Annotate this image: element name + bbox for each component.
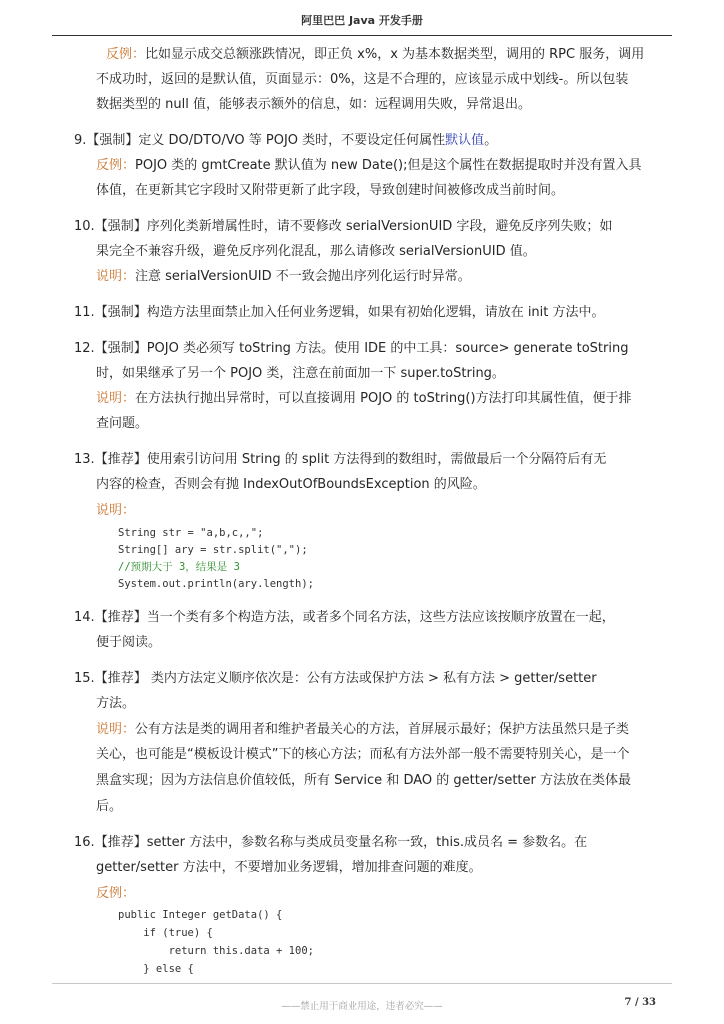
item-10-title: 10.【强制】序列化类新增属性时，请不要修改 serialVersionUID 字段，避免反序列失败；如 xyxy=(74,219,613,234)
item-15-note-2: 关心，也可能是“模板设计模式”下的核心方法；而私有方法外部一般不需要特别关心，是一个 xyxy=(96,747,630,762)
item-15-note-4: 后。 xyxy=(96,799,123,814)
item-16-example-label xyxy=(96,886,135,902)
item-9-example-1: 反例：POJO 类的 gmtCreate 默认值为 new Date();但是这个属性在数据提取时并没有置入具 xyxy=(96,158,642,173)
item-15-note-1: 说明：公有方法是类的调用者和维护者最关心的方法，首屏展示最好；保护方法虽然只是子类 xyxy=(96,722,630,737)
note-label: 说明： xyxy=(96,269,136,284)
counter-example-label: 反例： xyxy=(106,47,146,62)
note-label: 说明： xyxy=(96,503,136,518)
counter-example-label: 反例： xyxy=(96,886,136,901)
item-13-title: 13.【推荐】使用索引访问用 String 的 split 方法得到的数组时，需做最后一个分隔符后有无 xyxy=(74,452,607,467)
page-footer xyxy=(52,983,672,1024)
item-number: 10. xyxy=(74,219,95,234)
item-16-line-2: getter/setter 方法中，不要增加业务逻辑，增加排查问题的难度。 xyxy=(96,860,482,875)
footer-notice: ——禁止用于商业用途，违者必究—— xyxy=(281,1001,443,1012)
note-label: 说明： xyxy=(96,391,136,406)
code-line: String str = "a,b,c,,"; xyxy=(118,527,264,539)
item-10-note: 说明：注意 serialVersionUID 不一致会抛出序列化运行时异常。 xyxy=(96,269,471,284)
item-14-title: 14.【推荐】当一个类有多个构造方法，或者多个同名方法，这些方法应该按顺序放置在一起， xyxy=(74,610,615,625)
item-13-line-2: 内容的检查，否则会有抛 IndexOutOfBoundsException 的风险。 xyxy=(96,477,486,492)
item-9-title: 9.【强制】定义 DO/DTO/VO 等 POJO 类时，不要设定任何属性默认值。 xyxy=(74,133,498,148)
item-number: 14. xyxy=(74,610,95,625)
header-title: 阿里巴巴 Java 开发手册 xyxy=(301,14,423,27)
item-number: 11. xyxy=(74,305,95,320)
item-12-line-2: 时，如果继承了另一个 POJO 类，注意在前面加一下 super.toString。 xyxy=(96,366,505,381)
item-12-title: 12.【强制】POJO 类必须写 toString 方法。使用 IDE 的中工具：source> generate toString xyxy=(74,341,629,356)
item-number: 15. xyxy=(74,671,95,686)
intro-line-1: 反例：比如显示成交总额涨跌情况，即正负 x%，x 为基本数据类型，调用的 RPC 服务，调用 xyxy=(106,47,645,62)
code-line: return this.data + 100; xyxy=(118,945,314,957)
page-number: 7 / 33 xyxy=(624,997,656,1008)
item-number: 9. xyxy=(74,133,87,148)
item-12-note-2: 查问题。 xyxy=(96,416,149,431)
page-header xyxy=(52,0,672,36)
item-number: 16. xyxy=(74,835,95,850)
intro-line-3: 数据类型的 null 值，能够表示额外的信息，如：远程调用失败，异常退出。 xyxy=(96,97,531,112)
code-line: System.out.println(ary.length); xyxy=(118,578,314,590)
item-16-title: 16.【推荐】setter 方法中，参数名称与类成员变量名称一致，this.成员名 = 参数名。在 xyxy=(74,835,588,850)
item-10-line-2: 果完全不兼容升级，避免反序列化混乱，那么请修改 serialVersionUID 值。 xyxy=(96,244,536,259)
default-value-link[interactable]: 默认值 xyxy=(445,133,485,148)
item-9-example-2: 体值，在更新其它字段时又附带更新了此字段，导致创建时间被修改成当前时间。 xyxy=(96,183,565,198)
item-11-title: 11.【强制】构造方法里面禁止加入任何业务逻辑，如果有初始化逻辑，请放在 init 方法中。 xyxy=(74,305,605,320)
item-number: 12. xyxy=(74,341,95,356)
item-15-title: 15.【推荐】 类内方法定义顺序依次是：公有方法或保护方法 > 私有方法 > getter/setter xyxy=(74,671,597,686)
note-label: 说明： xyxy=(96,722,136,737)
code-line: } else { xyxy=(118,963,194,975)
code-line: if (true) { xyxy=(118,927,213,939)
counter-example-label: 反例： xyxy=(96,158,136,173)
code-line: String[] ary = str.split(","); xyxy=(118,544,308,556)
item-15-line-2: 方法。 xyxy=(96,696,136,711)
item-12-note-1: 说明：在方法执行抛出异常时，可以直接调用 POJO 的 toString()方法打印其属性值，便于排 xyxy=(96,391,632,406)
intro-line-2: 不成功时，返回的是默认值，页面显示：0%，这是不合理的，应该显示成中划线-。所以包装 xyxy=(96,72,629,87)
item-number: 13. xyxy=(74,452,95,467)
item-14-line-2: 便于阅读。 xyxy=(96,635,162,650)
code-comment: //预期大于 3，结果是 3 xyxy=(118,561,240,573)
item-15-note-3: 黑盒实现；因为方法信息价值较低，所有 Service 和 DAO 的 getter/setter 方法放在类体最 xyxy=(96,773,631,788)
item-13-note-label xyxy=(96,503,135,519)
code-line: public Integer getData() { xyxy=(118,909,283,921)
